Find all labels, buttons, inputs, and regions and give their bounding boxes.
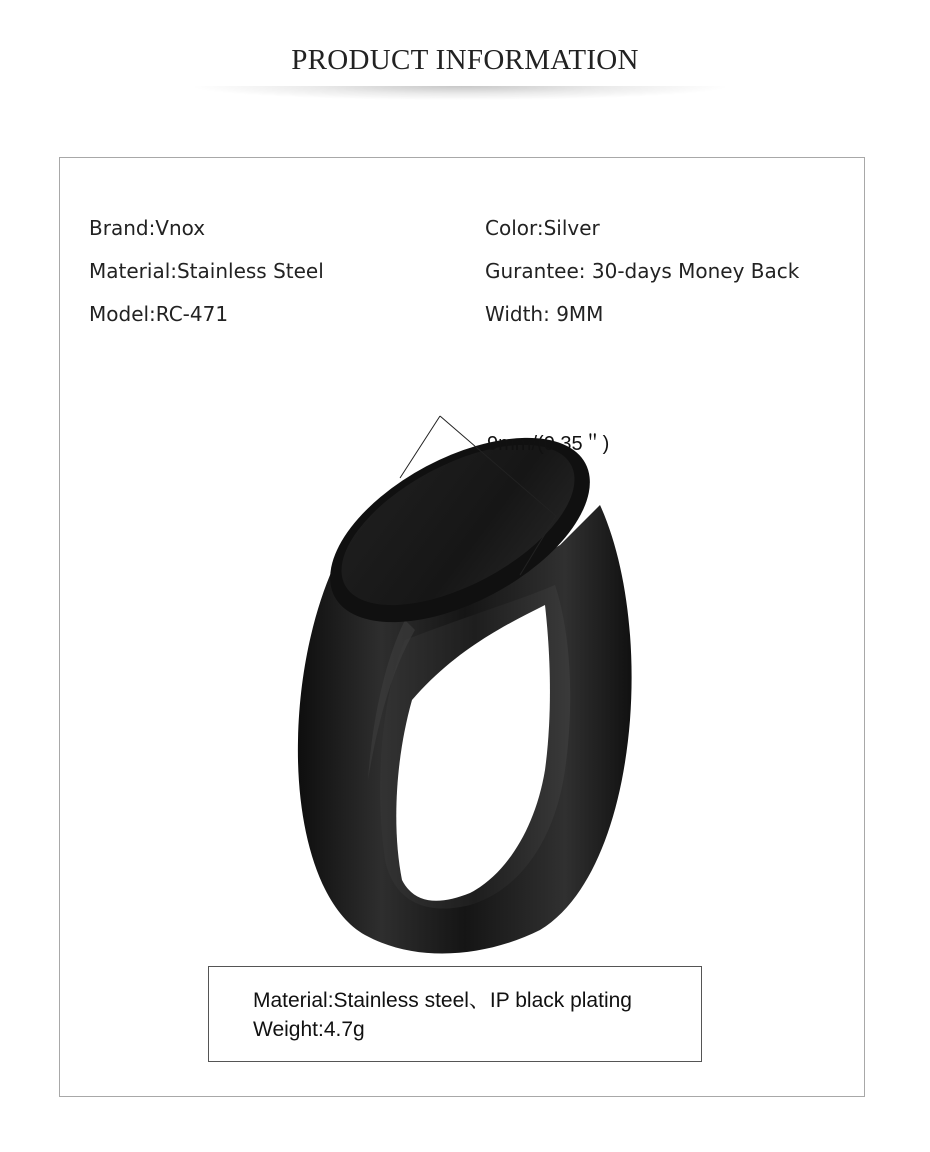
spec-model: Model:RC-471 xyxy=(89,302,229,326)
page-title: PRODUCT INFORMATION xyxy=(291,44,639,76)
spec-brand: Brand:Vnox xyxy=(89,216,206,240)
ring-width-dimension-label: 9mm/(0.35＂) xyxy=(487,433,610,455)
details-box xyxy=(208,966,702,1062)
spec-width: Width: 9MM xyxy=(485,302,604,326)
spec-material: Material:Stainless Steel xyxy=(89,259,324,283)
details-material: Material:Stainless steel、IP black plating xyxy=(253,989,632,1012)
spec-guarantee: Gurantee: 30-days Money Back xyxy=(485,259,800,283)
details-weight: Weight:4.7g xyxy=(253,1018,365,1041)
spec-color: Color:Silver xyxy=(485,216,600,240)
